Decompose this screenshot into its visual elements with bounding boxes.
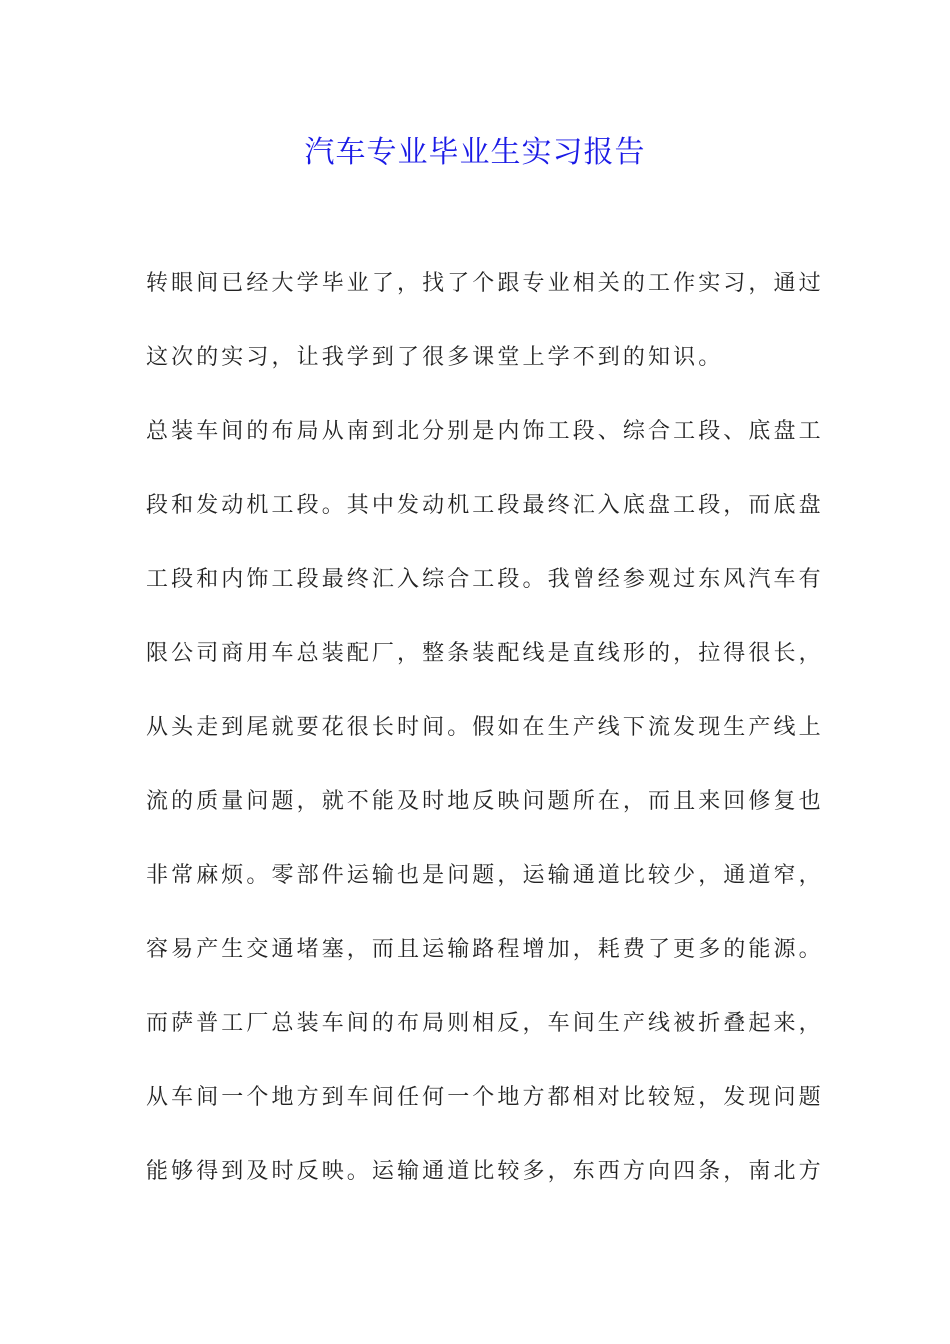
document-title: 汽车专业毕业生实习报告 (304, 135, 646, 170)
document-body (146, 265, 824, 1227)
text-line: 这次的实习，让我学到了很多课堂上学不到的知识。 (146, 345, 724, 370)
text-line: 容易产生交通堵塞，而且运输路程增加，耗费了更多的能源。 (146, 937, 824, 962)
text-line: 工段和内饰工段最终汇入综合工段。我曾经参观过东风汽车有 (146, 567, 824, 592)
text-line: 而萨普工厂总装车间的布局则相反，车间生产线被折叠起来， (146, 1011, 824, 1036)
text-line: 从车间一个地方到车间任何一个地方都相对比较短，发现问题 (146, 1085, 824, 1110)
text-line: 从头走到尾就要花很长时间。假如在生产线下流发现生产线上 (146, 715, 824, 740)
text-line: 总装车间的布局从南到北分别是内饰工段、综合工段、底盘工 (146, 419, 824, 444)
text-line: 能够得到及时反映。运输通道比较多，东西方向四条，南北方 (146, 1159, 824, 1184)
text-line: 段和发动机工段。其中发动机工段最终汇入底盘工段，而底盘 (146, 493, 824, 518)
text-line: 转眼间已经大学毕业了，找了个跟专业相关的工作实习，通过 (146, 271, 824, 296)
text-line: 非常麻烦。零部件运输也是问题，运输通道比较少，通道窄， (146, 863, 824, 888)
text-line: 限公司商用车总装配厂，整条装配线是直线形的，拉得很长， (146, 641, 824, 666)
text-line: 流的质量问题，就不能及时地反映问题所在，而且来回修复也 (146, 789, 824, 814)
